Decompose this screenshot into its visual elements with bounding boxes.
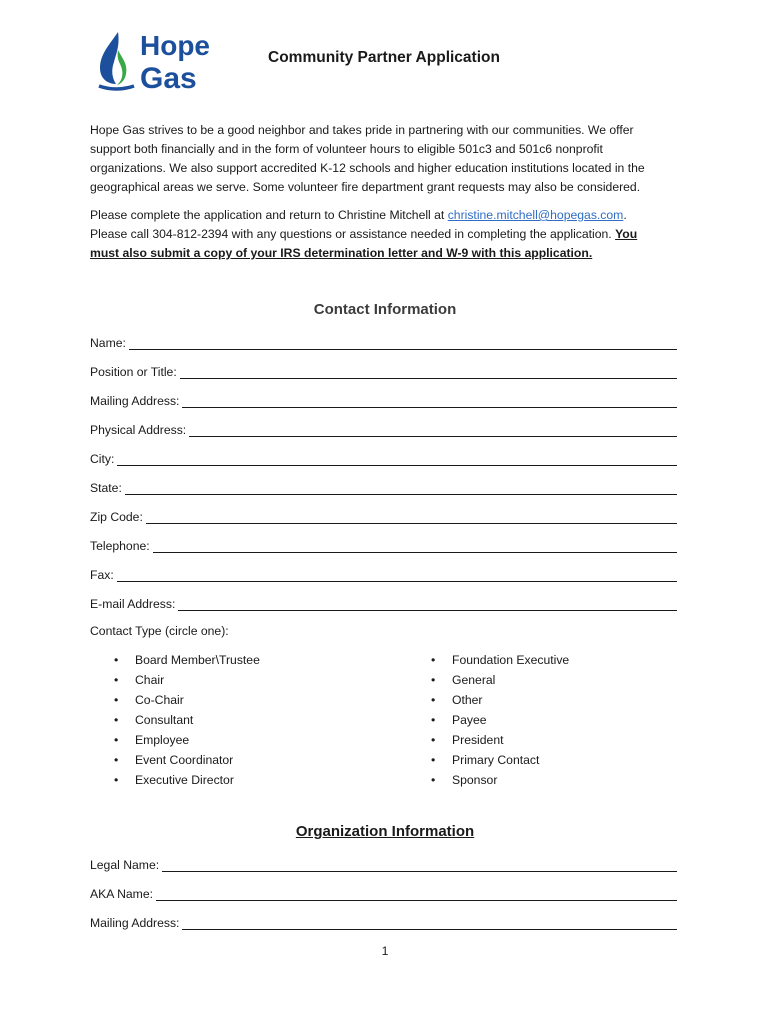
field-blank-line[interactable] xyxy=(117,454,677,466)
field-label: Mailing Address: xyxy=(90,916,180,930)
bullet-icon: • xyxy=(114,673,119,687)
field-label: Legal Name: xyxy=(90,858,160,872)
field-blank-line[interactable] xyxy=(156,889,677,901)
option-label: President xyxy=(452,733,504,747)
hope-gas-logo xyxy=(96,28,240,94)
field-blank-line[interactable] xyxy=(189,425,677,437)
logo-word-hope: Hope xyxy=(140,30,210,61)
field-blank-line[interactable] xyxy=(180,367,677,379)
instructions-line-3 xyxy=(90,244,690,263)
option-label: Foundation Executive xyxy=(452,653,570,667)
option-label: Sponsor xyxy=(452,773,498,787)
state-field[interactable] xyxy=(90,479,677,495)
physical-address-field[interactable] xyxy=(90,421,677,437)
field-label: Telephone: xyxy=(90,539,150,553)
field-blank-line[interactable] xyxy=(117,570,677,582)
bullet-icon: • xyxy=(114,753,119,767)
instructions-text: Please call 304-812-2394 with any questions or assistance needed in completing the application. xyxy=(90,227,616,241)
contact-type-label: Contact Type (circle one): xyxy=(90,624,229,638)
bullet-icon: • xyxy=(431,713,436,727)
city-field[interactable] xyxy=(90,450,677,466)
option-label: Other xyxy=(452,693,483,707)
requirement-note: You xyxy=(615,227,638,241)
field-label: Position or Title: xyxy=(90,365,177,379)
field-blank-line[interactable] xyxy=(146,512,677,524)
field-blank-line[interactable] xyxy=(182,918,677,930)
flame-base-icon xyxy=(99,86,134,89)
zip-code-field[interactable] xyxy=(90,508,677,524)
page-title: Community Partner Application xyxy=(268,49,500,66)
bullet-icon: • xyxy=(431,673,436,687)
field-label: Mailing Address: xyxy=(90,394,180,408)
flame-outer-icon xyxy=(100,32,119,84)
requirement-note: must also submit a copy of your IRS determination letter and W-9 with this application. xyxy=(90,246,593,260)
field-blank-line[interactable] xyxy=(129,338,677,350)
option-label: Employee xyxy=(135,733,190,747)
name-field[interactable] xyxy=(90,334,677,350)
intro-line: geographical areas we serve. Some volunteer fire department grant requests may also be considered. xyxy=(90,180,641,194)
bullet-icon: • xyxy=(431,773,436,787)
fax-field[interactable] xyxy=(90,566,677,582)
contact-section-heading: Contact Information xyxy=(313,301,457,318)
option-label: Chair xyxy=(135,673,165,687)
field-blank-line[interactable] xyxy=(178,599,677,611)
instructions-line-1 xyxy=(90,206,690,225)
bullet-icon: • xyxy=(114,653,119,667)
page-number: 1 xyxy=(381,944,389,958)
option-label: Executive Director xyxy=(135,773,234,787)
instructions-text: Please complete the application and return to Christine Mitchell at xyxy=(90,208,448,222)
bullet-icon: • xyxy=(114,733,119,747)
option-label: General xyxy=(452,673,496,687)
bullet-icon: • xyxy=(431,733,436,747)
intro-line: Hope Gas strives to be a good neighbor and takes pride in partnering with our communities. We offer xyxy=(90,123,634,137)
org-mailing-address-field[interactable] xyxy=(90,914,677,930)
field-label: Physical Address: xyxy=(90,423,187,437)
option-label: Co-Chair xyxy=(135,693,184,707)
field-label: Zip Code: xyxy=(90,510,143,524)
field-label: City: xyxy=(90,452,115,466)
intro-line: support both financially and in the form of volunteer hours to eligible 501c3 and 501c6 nonprofit xyxy=(90,142,603,156)
bullet-icon: • xyxy=(114,773,119,787)
option-label: Primary Contact xyxy=(452,753,540,767)
legal-name-field[interactable] xyxy=(90,856,677,872)
instructions-line-2 xyxy=(90,225,690,244)
bullet-icon: • xyxy=(431,753,436,767)
bullet-icon: • xyxy=(114,713,119,727)
option-label: Event Coordinator xyxy=(135,753,234,767)
bullet-icon: • xyxy=(114,693,119,707)
logo-word-gas: Gas xyxy=(140,62,197,94)
flame-inner-icon xyxy=(117,50,126,85)
field-blank-line[interactable] xyxy=(125,483,677,495)
field-label: E-mail Address: xyxy=(90,597,176,611)
email-address-field[interactable] xyxy=(90,595,677,611)
aka-name-field[interactable] xyxy=(90,885,677,901)
option-label: Payee xyxy=(452,713,487,727)
field-label: AKA Name: xyxy=(90,887,153,901)
bullet-icon: • xyxy=(431,693,436,707)
mailing-address-field[interactable] xyxy=(90,392,677,408)
field-label: Name: xyxy=(90,336,126,350)
option-label: Consultant xyxy=(135,713,194,727)
field-label: State: xyxy=(90,481,122,495)
position-title-field[interactable] xyxy=(90,363,677,379)
instructions-paragraph xyxy=(90,206,690,263)
organization-section-heading: Organization Information xyxy=(295,823,475,840)
instructions-text: . xyxy=(623,208,627,222)
bullet-icon: • xyxy=(431,653,436,667)
intro-paragraph xyxy=(90,121,690,197)
field-blank-line[interactable] xyxy=(153,541,677,553)
field-blank-line[interactable] xyxy=(162,860,677,872)
field-blank-line[interactable] xyxy=(182,396,677,408)
email-link[interactable]: christine.mitchell@hopegas.com xyxy=(447,208,624,222)
intro-line: organizations. We also support accredited K-12 schools and higher education institutions located in the xyxy=(90,161,645,175)
field-label: Fax: xyxy=(90,568,114,582)
option-label: Board Member\Trustee xyxy=(135,653,260,667)
telephone-field[interactable] xyxy=(90,537,677,553)
